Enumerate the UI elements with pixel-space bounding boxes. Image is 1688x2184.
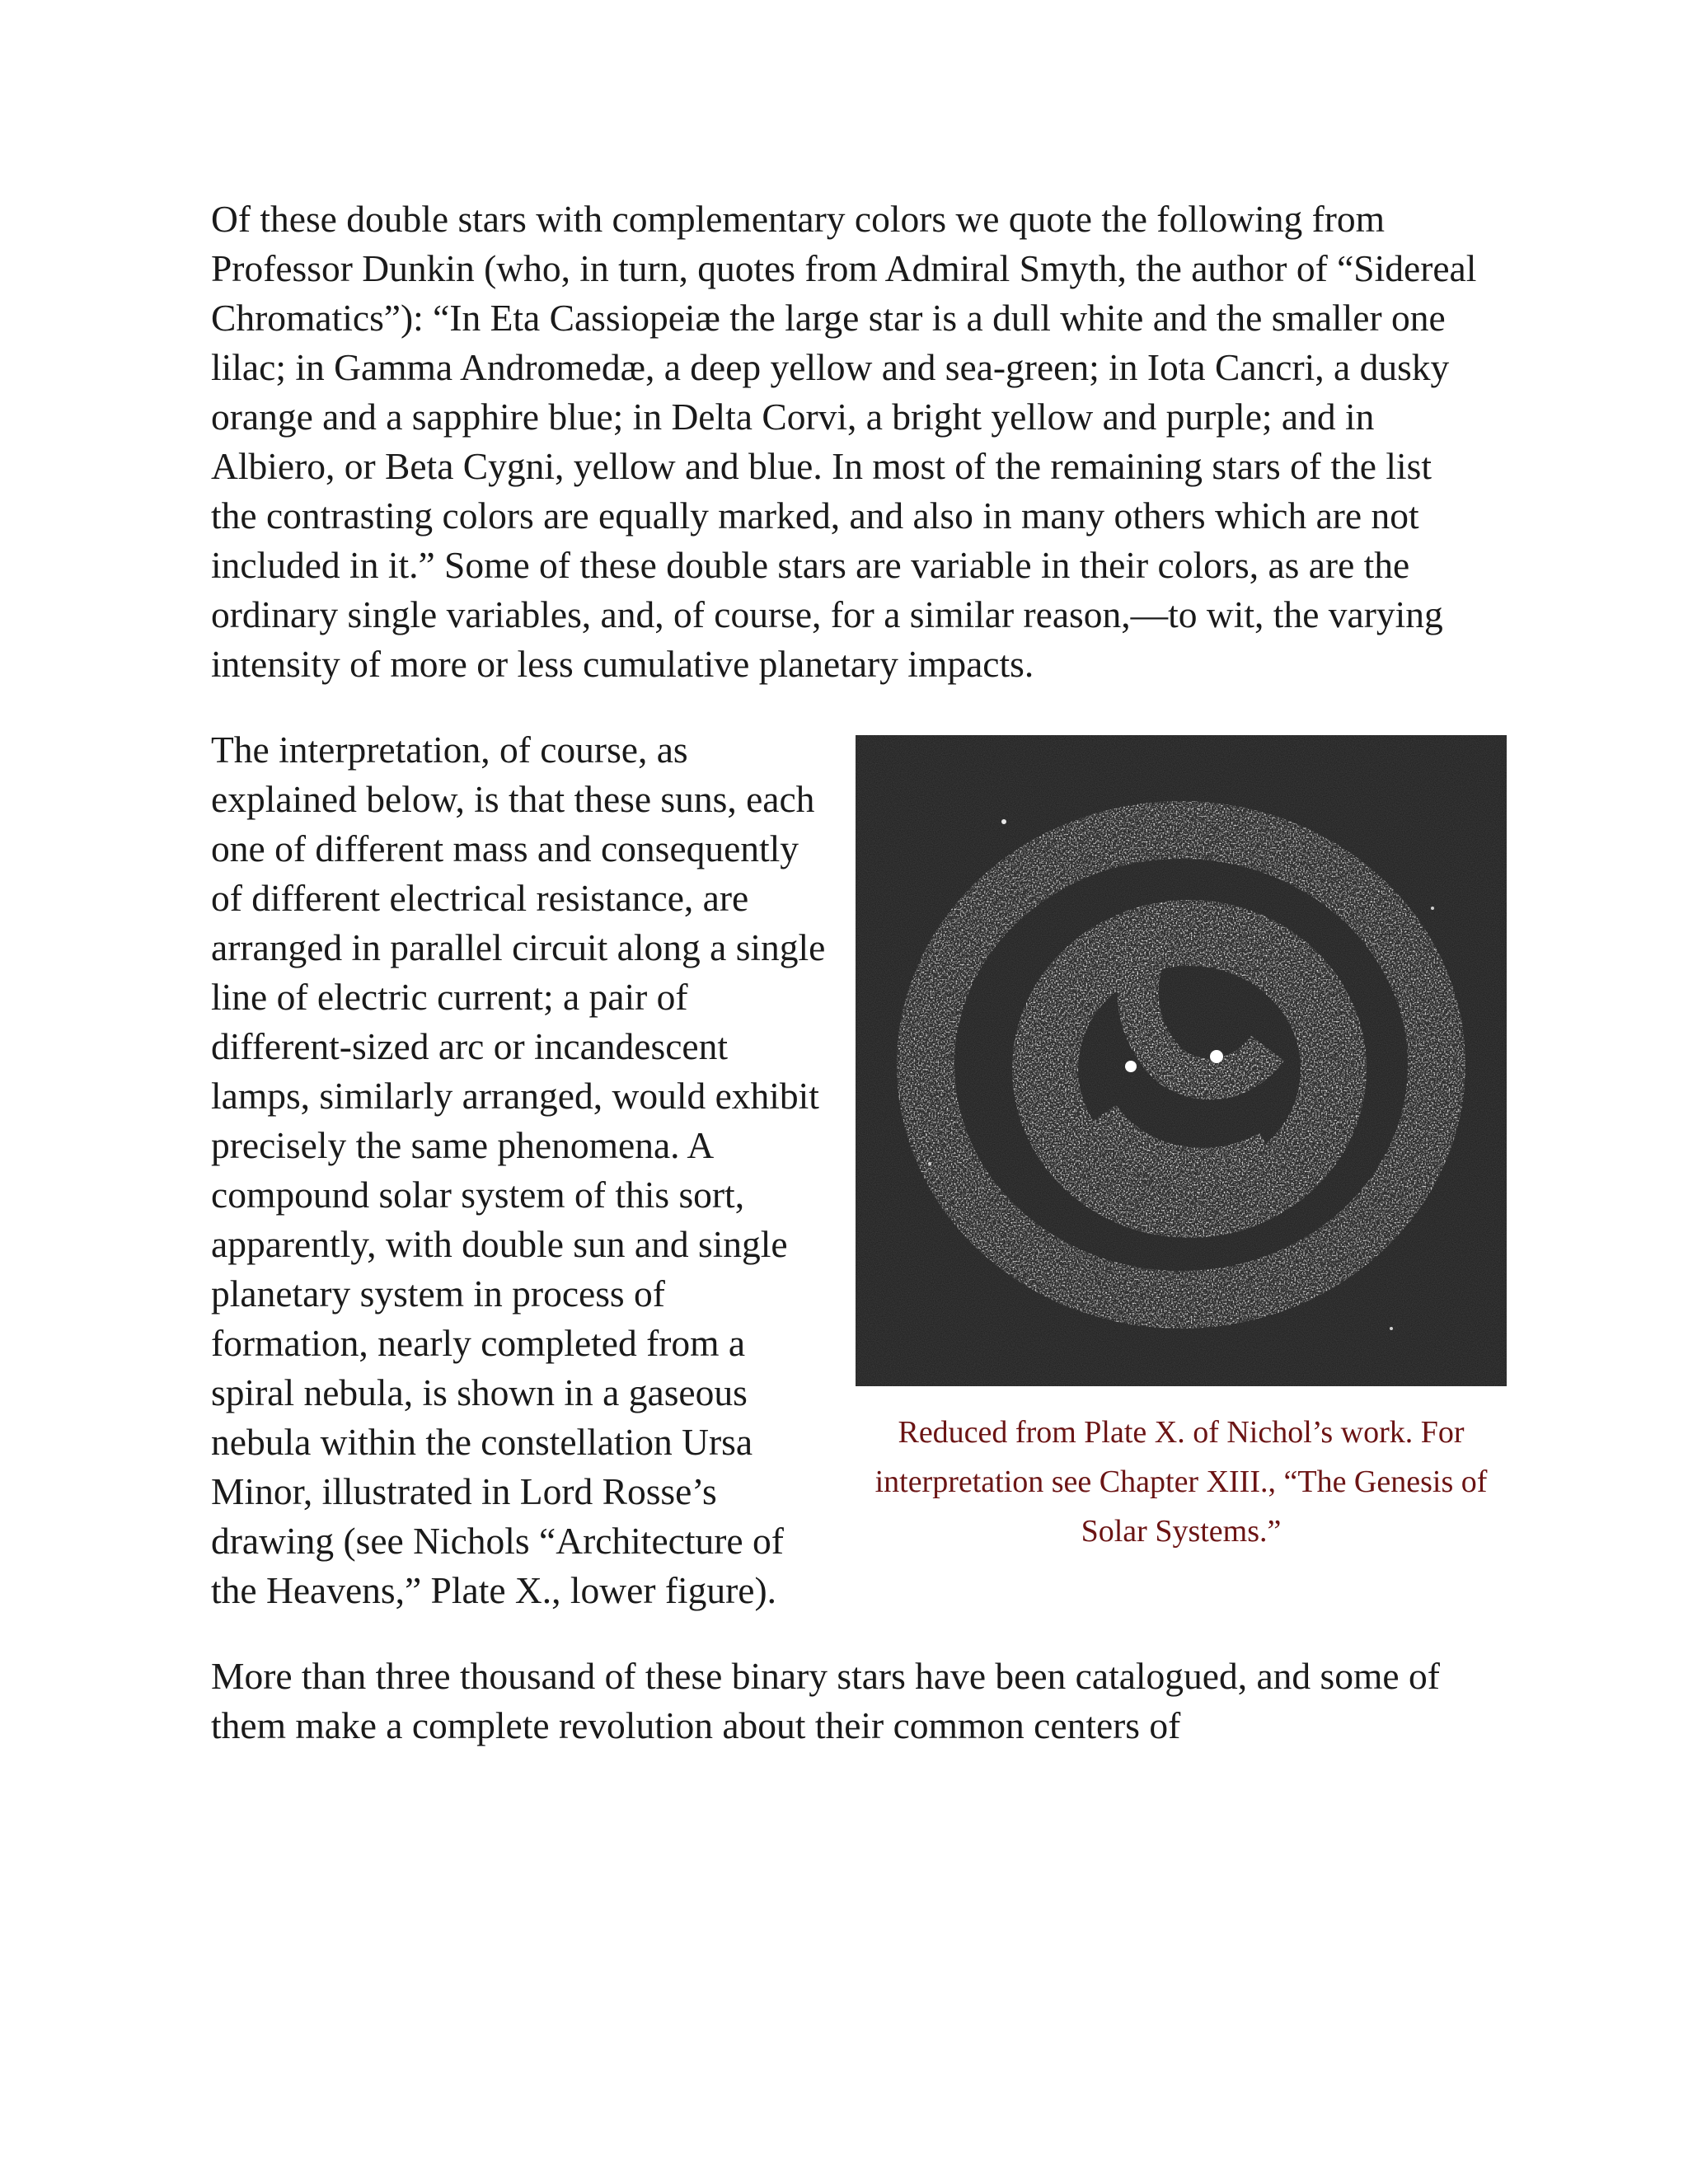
star-left xyxy=(1125,1061,1137,1072)
nebula-plate-image xyxy=(856,735,1507,1386)
paragraph-double-star-colors: Of these double stars with complementary colors we quote the following from Professor Dunkin (who, in turn, quotes from Admiral Smyth, the author of “Sidereal Chromatics”): “In Eta Cassiopeiæ the large star is a dull white and the smaller one lilac; in Gamma Andromedæ, a deep yellow and sea-green; in Iota Cancri, a dusky orange and a sapphire blue; in Delta Corvi, a bright yellow and purple; and in Albiero, or Beta Cygni, yellow and blue. In most of the remaining stars of the list the contrasting colors are equally marked, and also in many others which are not included in it.” Some of these double stars are variable in their colors, as are the ordinary single variables, and, of course, for a similar reason,—to wit, the varying intensity of more or less cumulative planetary impacts. xyxy=(211,198,1477,685)
document-page xyxy=(211,194,1488,1750)
star-right xyxy=(1210,1050,1223,1063)
field-star xyxy=(1001,819,1006,824)
figure-caption: Reduced from Plate X. of Nichol’s work. For interpretation see Chapter XIII., “The Genesis of Solar Systems.” xyxy=(874,1415,1488,1549)
nebula-figure xyxy=(841,735,1522,1556)
paragraph-interpretation: The interpretation, of course, as explained below, is that these suns, each one of different mass and consequently of different electrical resistance, are arranged in parallel circuit along a single line of electric current; a pair of different-sized arc or incandescent lamps, similarly arranged, would exhibit precisely the same phenomena. A compound solar system of this sort, apparently, with double sun and single planetary system in process of formation, nearly completed from a spiral nebula, is shown in a gaseous nebula within the constellation Ursa Minor, illustrated in Lord Rosse’s drawing (see Nichols “Architecture of the Heavens,” Plate X., lower figure). xyxy=(211,729,826,1611)
paragraph-binary-stars: More than three thousand of these binary stars have been catalogued, and some of them make a complete revolution about their common centers of xyxy=(211,1655,1440,1746)
